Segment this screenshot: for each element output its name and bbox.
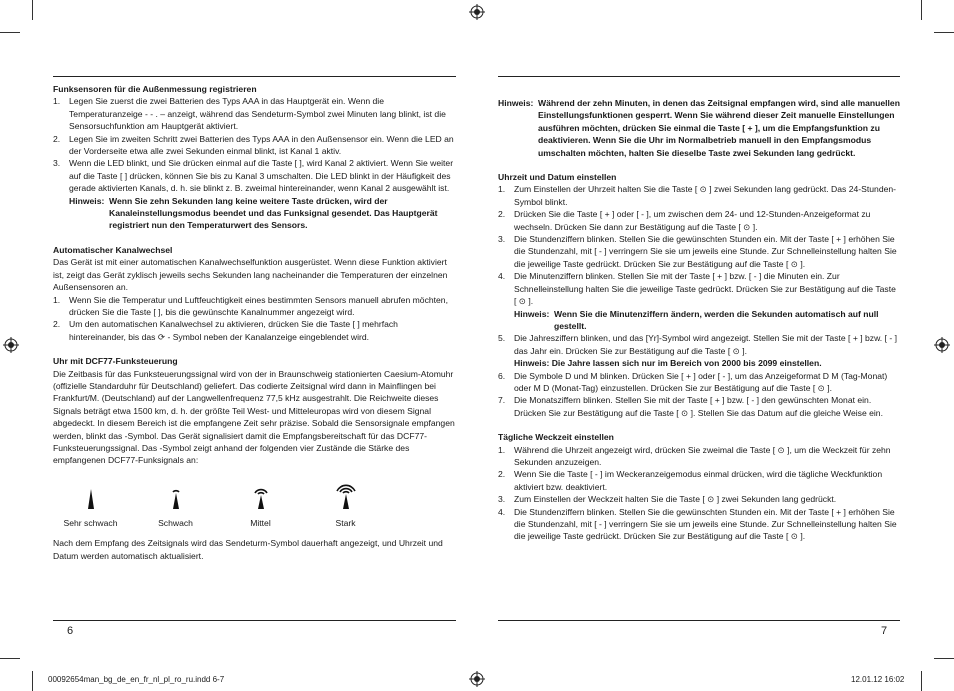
- bottom-rule: [53, 620, 456, 621]
- list-item: 3. Zum Einstellen der Weckzeit halten Sie die Taste [ ⊙ ] zwei Sekunden lang gedrückt.: [498, 494, 837, 505]
- footer-filename: 00092654man_bg_de_en_fr_nl_pl_ro_ru.indd 6-7: [48, 675, 225, 684]
- note: Hinweis: Wenn Sie die Minutenziffern ändern, werden die Sekunden automatisch auf null gestellt.: [514, 308, 879, 331]
- signal-very-weak-icon: [81, 485, 101, 511]
- note: Hinweis: Wenn Sie zehn Sekunden lang keine weitere Taste drücken, wird der Kanaleinstellungsmodus beendet und das Funksignal gesendet. Das Hauptgerät registriert nun den Temperaturwert des Sensors.: [69, 195, 438, 231]
- right-content: [498, 97, 900, 543]
- list-item: 4. Die Stundenziffern blinken. Stellen Sie die gewünschten Stunden ein. Mit der Taste [ + ] erhöhen Sie die Stundenzahl, mit [ - ] verringern Sie sie um jeweils eine Stunde. Zur Schnelleinstellung halten Sie die jeweilige Taste gedrückt. Drücken Sie zur Bestätigung auf die Taste [ ⊙ ].: [498, 506, 897, 542]
- page-number: 7: [881, 625, 888, 637]
- signal-level: Stark: [308, 477, 383, 529]
- list-item: 1. Während die Uhrzeit angezeigt wird, drücken Sie zweimal die Taste [ ⊙ ], um die Weckzeit für zehn Sekunden anzuzeigen.: [498, 444, 891, 467]
- list-item: 5. Die Jahresziffern blinken, und das [Yr]-Symbol wird angezeigt. Stellen Sie mit der Taste [ + ] bzw. [ - ] das Jahr ein. Drücken Sie zur Bestätigung auf die Taste [ ⊙ ].: [498, 333, 897, 356]
- page-number: 6: [67, 625, 74, 637]
- crop-mark: [32, 0, 33, 20]
- note: Hinweis: Während der zehn Minuten, in denen das Zeitsignal empfangen wird, sind alle manuellen Einstellungsfunktionen gesperrt. Wenn Sie während dieser Zeit manuelle Einstellungen ausführen möchten, drücken Sie einmal die Taste [ + ], um die Empfangsfunktion zu deaktivieren. Wenn Sie die Uhr im Normalbetrieb manuell in den Empfangsmodus umschalten möchten, halten Sie dieselbe Taste zwei Sekunden lang gedrückt.: [498, 98, 900, 158]
- crop-mark: [32, 671, 33, 691]
- crop-mark: [921, 671, 922, 691]
- section-title: Uhrzeit und Datum einstellen: [498, 172, 617, 183]
- left-content: [53, 83, 456, 562]
- crop-mark: [0, 658, 20, 659]
- right-page: [498, 0, 900, 691]
- paragraph: Nach dem Empfang des Zeitsignals wird das Sendeturm-Symbol dauerhaft angezeigt, und Uhrzeit und Datum werden automatisch aktualisiert.: [53, 538, 443, 561]
- section-title: Automatischer Kanalwechsel: [53, 244, 173, 255]
- list-item: 2. Um den automatischen Kanalwechsel zu aktivieren, drücken Sie die Taste [ ] mehrfach hintereinander, bis das ⟳ - Symbol neben der Kanalanzeige eingeblendet wird.: [53, 319, 398, 342]
- list-item: 2. Wenn Sie die Taste [ - ] im Weckeranzeigemodus einmal drücken, wird die tägliche Weckfunktion aktiviert bzw. deaktiviert.: [498, 469, 883, 492]
- list-item: 6. Die Symbole D und M blinken. Drücken Sie [ + ] oder [ - ], um das Anzeigeformat D M (Tag-Monat) oder M D (Monat-Tag) einzustellen. Drücken Sie zur Bestätigung auf die Taste [ ⊙ ].: [498, 370, 888, 393]
- signal-strong-icon: [333, 481, 359, 511]
- list-item: 2. Drücken Sie die Taste [ + ] oder [ - ], um zwischen dem 24- und 12-Stunden-Anzeigeformat zu wechseln. Drücken Sie dann zur Bestätigung auf die Taste [ ⊙ ].: [498, 209, 871, 232]
- registration-mark-icon: [469, 4, 485, 20]
- section-title: Funksensoren für die Außenmessung registrieren: [53, 84, 257, 94]
- crop-mark: [934, 32, 954, 33]
- list-item: 2. Legen Sie im zweiten Schritt zwei Batterien des Typs AAA in den Außensensor ein. Wenn die LED an der Vorderseite etwa alle zwei Sekunden einmal blinkt, ist Kanal 1 aktiv.: [53, 133, 454, 157]
- crop-mark: [934, 658, 954, 659]
- list-item: 3. Wenn die LED blinkt, und Sie drücken einmal auf die Taste [ ], wird Kanal 2 aktiviert. Wenn Sie weiter auf die Taste [ ] drücken, können Sie bis zu Kanal 3 umschalten. Die LED blinkt in der Häufigkeit des gerade aktivierten Kanals, d. h. sie blinkt z. B. zweimal hintereinander, wenn Kanal 2 ausgewählt ist.: [53, 158, 454, 194]
- registration-mark-icon: [934, 337, 950, 353]
- signal-level: Sehr schwach: [53, 477, 128, 529]
- paragraph: Das Gerät ist mit einer automatischen Kanalwechselfunktion ausgerüstet. Wenn diese Funktion aktiviert ist, zeigt das Gerät zyklisch jeweils sechs Sekunden lang nacheinander die Temperaturen der einzelnen Außensensoren an.: [53, 257, 448, 293]
- registration-mark-icon: [469, 671, 485, 687]
- list-item: 4. Die Minutenziffern blinken. Stellen Sie mit der Taste [ + ] bzw. [ - ] die Minuten ein. Zur Schnelleinstellung halten Sie die jeweilige Taste gedrückt. Drücken Sie zur Bestätigung auf die Taste [ ⊙ ].: [498, 271, 896, 307]
- list-item: 1. Wenn Sie die Temperatur und Luftfeuchtigkeit eines bestimmten Sensors manuell abrufen möchten, drücken Sie die Taste [ ], bis die gewünschte Kanalnummer angezeigt wird.: [53, 294, 448, 317]
- signal-level: Schwach: [138, 477, 213, 529]
- section-title: Uhr mit DCF77-Funksteuerung: [53, 356, 178, 367]
- section-title: Tägliche Weckzeit einstellen: [498, 432, 614, 443]
- paragraph: Die Zeitbasis für das Funksteuerungssignal wird von der in Braunschweig stationierten Caesium-Atomuhr (offizielle Standarduhr für Deutschland) geliefert. Das codierte Zeitsignal wird dann in Mainflingen bei Frankfurt/M. (Deutschland) auf der Langwellenfrequenz 77,5 kHz ausgestrahlt. Die Reichweite dieses Signals beträgt etwa 1500 km, d. h. der größte Teil West- und Mitteleuropas wird von diesem Signal abgedeckt. In diesem Bereich ist die empfangene Zeit sehr präzise. Sobald die Sensorsignale empfangen werden, blinkt das -Symbol. Das Gerät signalisiert damit die Empfangsbereitschaft für das DCF77-Funksteuerungssignal. Das -Symbol zeigt anhand der folgenden vier Zustände die Stärke des empfangenen DCF77-Funksignals an:: [53, 368, 455, 466]
- signal-medium-icon: [250, 485, 272, 511]
- crop-mark: [921, 0, 922, 20]
- signal-strength-row: [53, 477, 383, 529]
- registration-mark-icon: [3, 337, 19, 353]
- list-item: 1. Zum Einstellen der Uhrzeit halten Sie die Taste [ ⊙ ] zwei Sekunden lang gedrückt. Das 24-Stunden-Symbol blinkt.: [498, 184, 897, 207]
- signal-level: Mittel: [223, 477, 298, 529]
- note: Hinweis: Die Jahre lassen sich nur im Bereich von 2000 bis 2099 einstellen.: [514, 358, 822, 369]
- left-page: [53, 0, 456, 691]
- top-rule: [498, 76, 900, 77]
- list-item: 3. Die Stundenziffern blinken. Stellen Sie die gewünschten Stunden ein. Mit der Taste [ + ] erhöhen Sie die Stundenzahl, mit [ - ] verringern Sie sie um jeweils eine Stunde. Zur Schnelleinstellung halten Sie die jeweilige Taste gedrückt. Drücken Sie zur Bestätigung auf die Taste [ ⊙ ].: [498, 234, 897, 269]
- bottom-rule: [498, 620, 900, 621]
- signal-weak-icon: [166, 485, 186, 511]
- top-rule: [53, 76, 456, 77]
- crop-mark: [0, 32, 20, 33]
- list-item: 1. Legen Sie zuerst die zwei Batterien des Typs AAA in das Hauptgerät ein. Wenn die Temperaturanzeige - - . – anzeigt, während das Sendeturm-Symbol zwei Minuten lang blinkt, ist die Sensorsuchfunktion am Hauptgerät aktiviert.: [53, 96, 446, 132]
- footer-timestamp: 12.01.12 16:02: [851, 675, 905, 684]
- list-item: 7. Die Monatsziffern blinken. Stellen Sie mit der Taste [ + ] bzw. [ - ] den gewünschten Monat ein. Drücken Sie zur Bestätigung auf die Taste [ ⊙ ]. Stellen Sie das Datum auf die gleiche Weise ein.: [498, 395, 883, 418]
